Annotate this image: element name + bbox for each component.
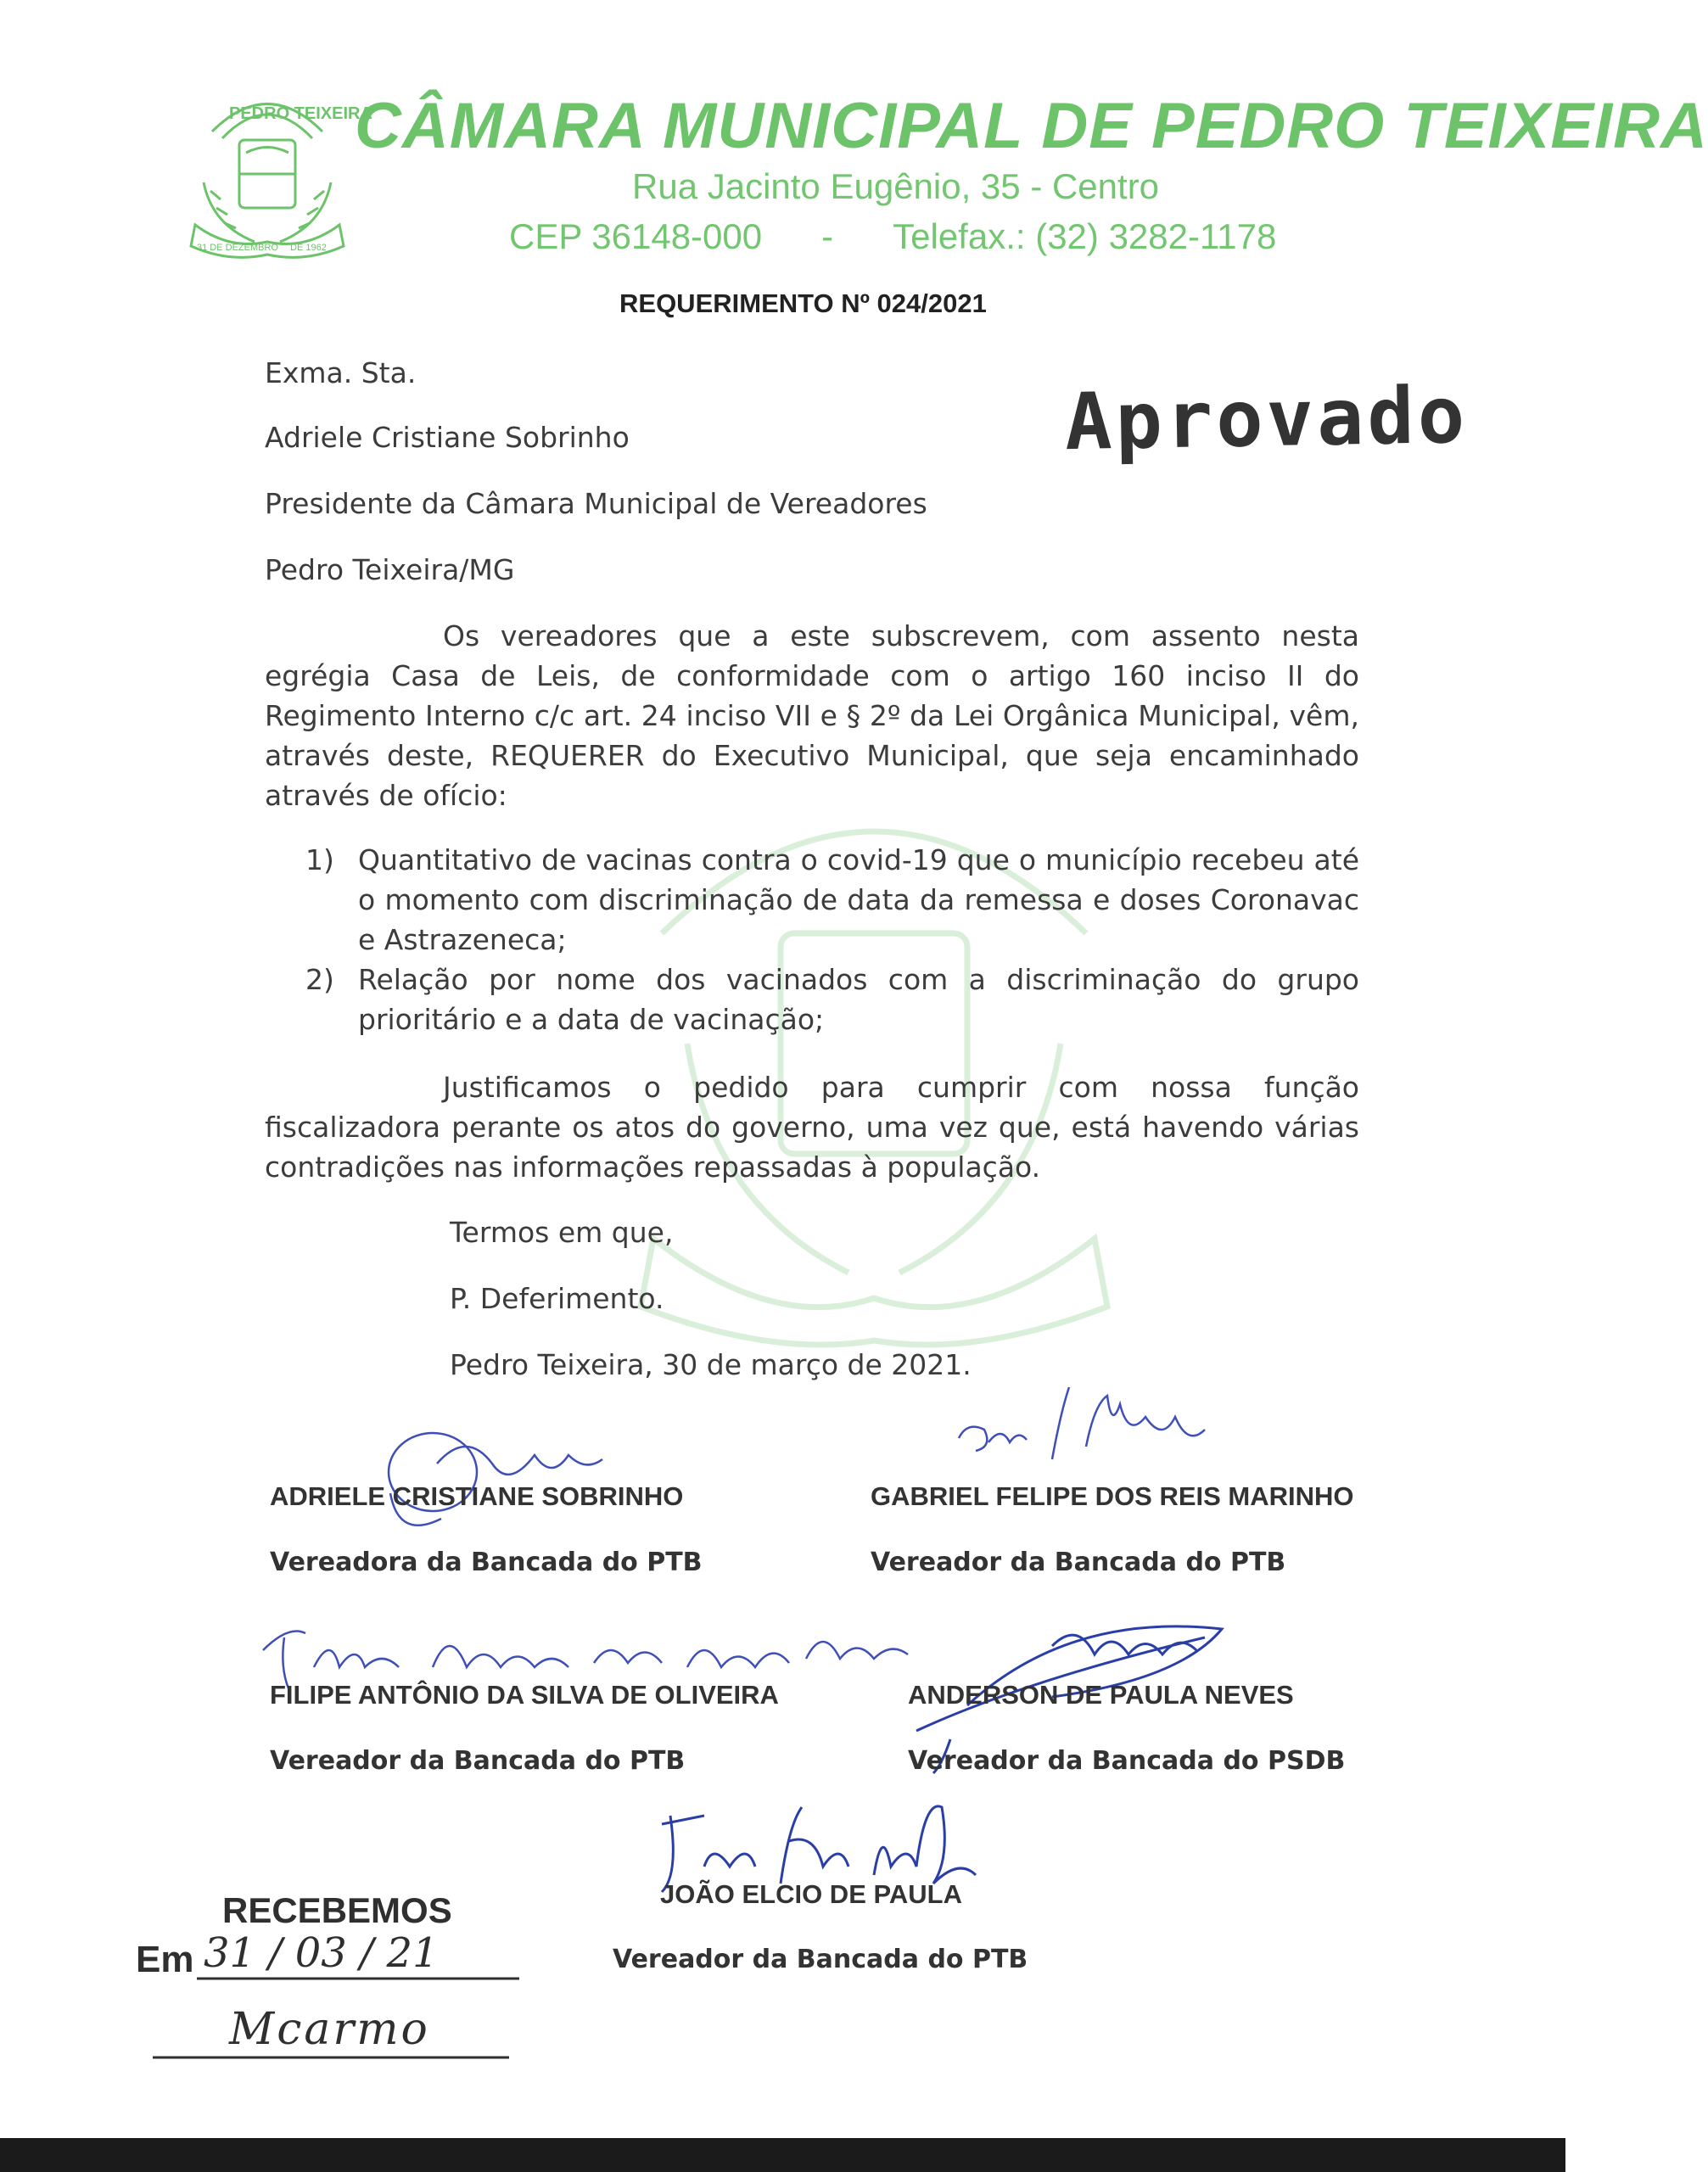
closing-deferimento: P. Deferimento. bbox=[450, 1282, 664, 1315]
municipal-seal bbox=[178, 81, 372, 263]
document-title: REQUERIMENTO Nº 024/2021 bbox=[619, 288, 987, 318]
handwritten-signature bbox=[950, 1379, 1222, 1475]
approved-stamp: Aprovado bbox=[1064, 369, 1470, 468]
signatory-name: FILIPE ANTÔNIO DA SILVA DE OLIVEIRA bbox=[270, 1680, 779, 1710]
receipt-date-prefix: Em bbox=[136, 1939, 194, 1980]
letterhead-title: CÂMARA MUNICIPAL DE PEDRO TEIXEIRA bbox=[355, 90, 1708, 162]
scan-border bbox=[0, 2138, 1565, 2172]
signatory-role: Vereador da Bancada do PTB bbox=[613, 1945, 1028, 1974]
signatory-role: Vereador da Bancada do PTB bbox=[270, 1746, 686, 1776]
place-date: Pedro Teixeira, 30 de março de 2021. bbox=[450, 1348, 972, 1381]
seal-bottom-left: 31 DE DEZEMBRO bbox=[197, 243, 278, 253]
letterhead-cep: CEP 36148-000 bbox=[509, 216, 763, 256]
receipt-date bbox=[197, 1926, 519, 1985]
receipt-signature bbox=[153, 2002, 509, 2070]
salutation: Exma. Sta. bbox=[265, 356, 417, 389]
signatory-name: ANDERSON DE PAULA NEVES bbox=[908, 1680, 1294, 1710]
letterhead-address: Rua Jacinto Eugênio, 35 - Centro bbox=[632, 166, 1160, 206]
receipt-stamp-title: RECEBEMOS bbox=[222, 1890, 452, 1930]
list-item-number: 2) bbox=[305, 963, 334, 996]
seal-top-text: PEDRO TEIXEIRA bbox=[229, 104, 372, 123]
list-item bbox=[305, 840, 1359, 960]
closing-terms: Termos em que, bbox=[450, 1216, 674, 1249]
recipient-role: Presidente da Câmara Municipal de Vereadores bbox=[265, 487, 927, 520]
seal-bottom-right: DE 1962 bbox=[290, 243, 327, 253]
signatory-role: Vereadora da Bancada do PTB bbox=[270, 1548, 703, 1577]
list-item bbox=[305, 960, 1359, 1039]
signatory-role: Vereador da Bancada do PTB bbox=[871, 1548, 1286, 1577]
justification-paragraph bbox=[265, 1067, 1359, 1187]
signatory-name: GABRIEL FELIPE DOS REIS MARINHO bbox=[871, 1481, 1354, 1511]
intro-text: Os vereadores que a este subscrevem, com assento nesta egrégia Casa de Leis, de conformidade com o artigo 160 inciso II do Regimento Interno c/c art. 24 inciso VII e § 2º da Lei Orgânica Municipal, vêm, através deste, REQUERER do Executivo Municipal, que seja encaminhado através de ofício: bbox=[265, 619, 1359, 812]
justification-text: Justificamos o pedido para cumprir com nossa função fiscalizadora perante os atos do governo, uma vez que, está havendo várias contradições nas informações repassadas à população. bbox=[265, 1071, 1359, 1184]
list-item-text: Quantitativo de vacinas contra o covid-19 que o município recebeu até o momento com discriminação de data da remessa e doses Coronavac e Astrazeneca; bbox=[358, 843, 1359, 956]
letterhead-phone: Telefax.: (32) 3282-1178 bbox=[893, 216, 1277, 256]
recipient-city: Pedro Teixeira/MG bbox=[265, 553, 515, 586]
handwritten-signature bbox=[339, 1413, 619, 1543]
list-item-number: 1) bbox=[305, 843, 334, 876]
signatory-role: Vereador da Bancada do PSDB bbox=[908, 1746, 1346, 1776]
signatory-name: ADRIELE CRISTIANE SOBRINHO bbox=[270, 1481, 684, 1511]
request-list bbox=[305, 840, 1359, 1039]
intro-paragraph bbox=[265, 616, 1359, 815]
signatory-name: JOÃO ELCIO DE PAULA bbox=[660, 1879, 962, 1909]
recipient-name: Adriele Cristiane Sobrinho bbox=[265, 421, 630, 454]
letterhead-separator: - bbox=[821, 216, 834, 256]
letterhead-contact bbox=[509, 216, 1276, 257]
list-item-text: Relação por nome dos vacinados com a discriminação do grupo prioritário e a data de vacinação; bbox=[358, 963, 1359, 1036]
receipt-signature-text: Mcarmo bbox=[229, 2004, 430, 2055]
receipt-date-value: 31 / 03 / 21 bbox=[204, 1929, 439, 1977]
